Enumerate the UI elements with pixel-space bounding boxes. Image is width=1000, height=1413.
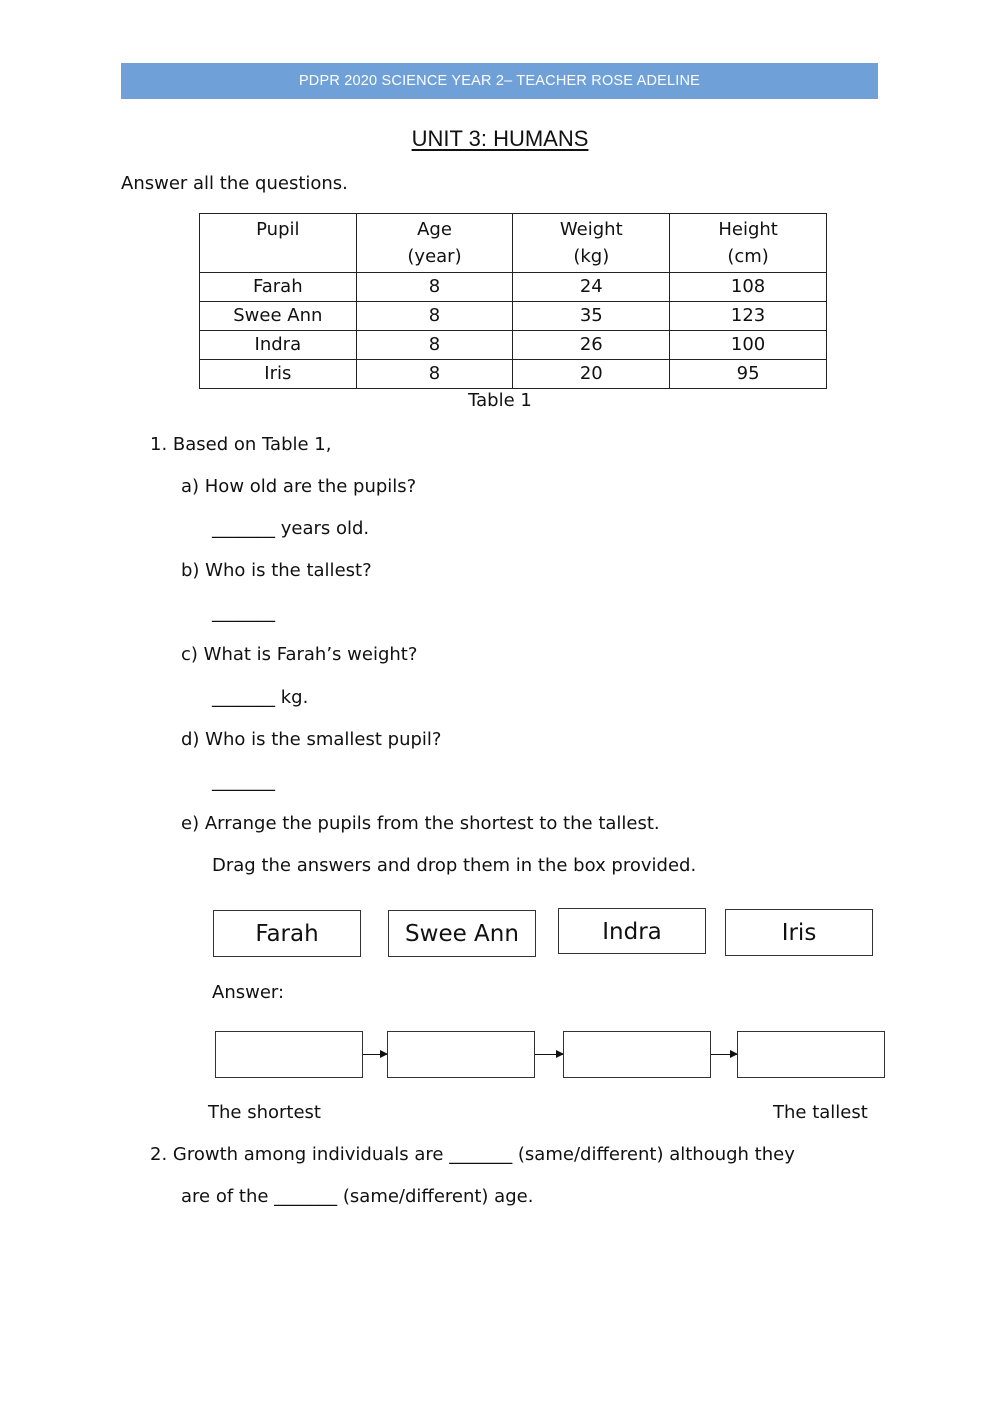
drop-box-4[interactable] [737, 1031, 885, 1078]
table-cell: 8 [356, 302, 513, 331]
header-height-line2: (cm) [727, 246, 769, 267]
answer-1d-blank[interactable]: _______ [212, 771, 275, 792]
arrow-right-icon [363, 1054, 387, 1055]
pupil-data-table [199, 213, 827, 389]
header-height-line1: Height [718, 219, 778, 240]
table-cell: Farah [200, 273, 357, 302]
table-cell: 8 [356, 331, 513, 360]
header-cell-weight [513, 214, 670, 273]
question-1e-text: e) Arrange the pupils from the shortest to the tallest. [181, 813, 660, 834]
answer-label: Answer: [212, 982, 285, 1003]
tallest-label: The tallest [773, 1102, 868, 1123]
arrow-right-icon [711, 1054, 737, 1055]
question-1a-text: a) How old are the pupils? [181, 476, 417, 497]
header-banner: PDPR 2020 SCIENCE YEAR 2– TEACHER ROSE ADELINE [121, 63, 878, 99]
arrow-right-icon [535, 1054, 563, 1055]
table-row [200, 273, 827, 302]
header-cell-age [356, 214, 513, 273]
header-weight-line1: Weight [559, 219, 623, 240]
table-cell: 123 [670, 302, 827, 331]
header-weight-line2: (kg) [573, 246, 610, 267]
table-header-row [200, 214, 827, 273]
header-age-line2: (year) [407, 246, 462, 267]
instruction-text: Answer all the questions. [121, 173, 348, 194]
answer-1b-blank[interactable]: _______ [212, 602, 275, 623]
table-row [200, 302, 827, 331]
question-1c-text: c) What is Farah’s weight? [181, 644, 418, 665]
answer-1c-blank[interactable]: _______ kg. [212, 687, 309, 708]
drop-box-1[interactable] [215, 1031, 363, 1078]
table-cell: 100 [670, 331, 827, 360]
table-cell: Swee Ann [200, 302, 357, 331]
question-1d-text: d) Who is the smallest pupil? [181, 729, 442, 750]
drag-option-farah[interactable]: Farah [213, 910, 361, 957]
table-cell: 108 [670, 273, 827, 302]
table-cell: 95 [670, 360, 827, 389]
header-age-line1: Age [417, 219, 452, 240]
drag-option-indra[interactable]: Indra [558, 908, 706, 954]
question-1-stem: 1. Based on Table 1, [150, 434, 332, 455]
table-cell: 20 [513, 360, 670, 389]
table-cell: Indra [200, 331, 357, 360]
table-row [200, 360, 827, 389]
header-pupil-line1: Pupil [256, 219, 300, 240]
table-cell: 26 [513, 331, 670, 360]
question-1e-instruction: Drag the answers and drop them in the box provided. [212, 855, 697, 876]
question-2-line1: 2. Growth among individuals are _______ (same/different) although they [150, 1144, 795, 1165]
drop-box-3[interactable] [563, 1031, 711, 1078]
table-cell: Iris [200, 360, 357, 389]
table-cell: 8 [356, 273, 513, 302]
table-caption: Table 1 [468, 390, 532, 411]
page-title: UNIT 3: HUMANS [411, 126, 589, 151]
table-row [200, 331, 827, 360]
drag-option-iris[interactable]: Iris [725, 909, 873, 956]
header-cell-pupil [200, 214, 357, 273]
question-2-line2: are of the _______ (same/different) age. [181, 1186, 534, 1207]
answer-1a-blank[interactable]: _______ years old. [212, 518, 370, 539]
header-cell-height [670, 214, 827, 273]
drop-box-2[interactable] [387, 1031, 535, 1078]
table-cell: 8 [356, 360, 513, 389]
table-cell: 35 [513, 302, 670, 331]
drag-option-swee-ann[interactable]: Swee Ann [388, 910, 536, 957]
question-1b-text: b) Who is the tallest? [181, 560, 372, 581]
shortest-label: The shortest [208, 1102, 321, 1123]
table-cell: 24 [513, 273, 670, 302]
